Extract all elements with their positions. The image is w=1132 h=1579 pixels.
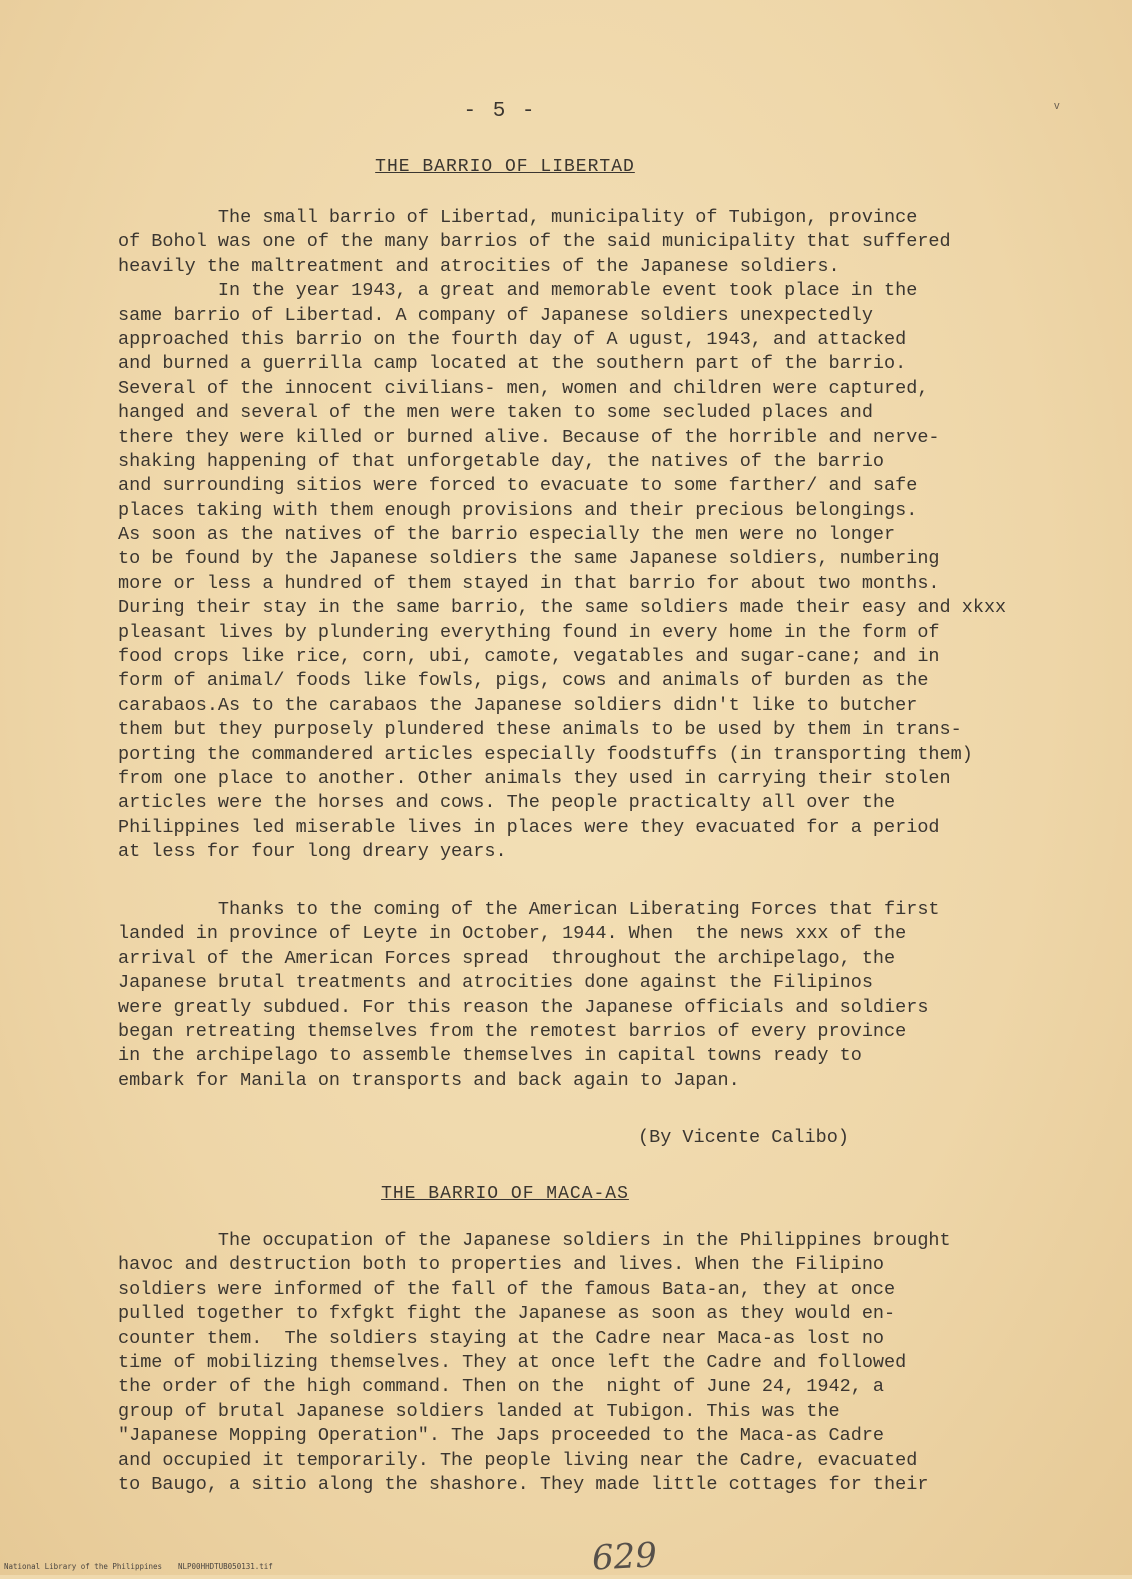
text-line: approached this barrio on the fourth day of A ugust, 1943, and attacked: [118, 328, 907, 350]
text-line: same barrio of Libertad. A company of Japanese soldiers unexpectedly: [118, 304, 873, 326]
paragraph-libertad-2: [118, 898, 1048, 1093]
corner-mark: ᵛ: [1052, 100, 1062, 118]
text-line: counter them. The soldiers staying at the Cadre near Maca-as lost no: [118, 1327, 885, 1349]
text-line: articles were the horses and cows. The people practicalty all over the: [118, 792, 896, 814]
text-line: pleasant lives by plundering everything found in every home in the form of: [118, 621, 940, 643]
paragraph-maca-as-1: [118, 1229, 1048, 1497]
text-line: The occupation of the Japanese soldiers in the Philippines brought: [118, 1230, 951, 1251]
text-line: them but they purposely plundered these animals to be used by them in trans-: [118, 719, 962, 741]
text-line: As soon as the natives of the barrio especially the men were no longer: [118, 524, 896, 546]
text-line: in the archipelago to assemble themselves in capital towns ready to: [118, 1045, 862, 1067]
text-line: In the year 1943, a great and memorable event took place in the: [118, 280, 918, 302]
section-title-libertad: THE BARRIO OF LIBERTAD: [375, 157, 635, 177]
text-line: to be found by the Japanese soldiers the same Japanese soldiers, numbering: [118, 548, 940, 570]
text-line: Philippines led miserable lives in places were they evacuated for a period: [118, 816, 940, 838]
text-line: porting the commandered articles especially foodstuffs (in transporting them): [118, 743, 973, 765]
text-line: landed in province of Leyte in October, 1944. When the news xxx of the: [118, 923, 907, 945]
text-line: form of animal/ foods like fowls, pigs, cows and animals of burden as the: [118, 670, 929, 692]
text-line: and surrounding sitios were forced to evacuate to some farther/ and safe: [118, 475, 918, 497]
text-line: to Baugo, a sitio along the shashore. They made little cottages for their: [118, 1473, 929, 1495]
author-byline: (By Vicente Calibo): [638, 1127, 849, 1148]
section-title-maca-as: THE BARRIO OF MACA-AS: [381, 1184, 629, 1204]
page-number: - 5 -: [463, 100, 537, 123]
handwritten-page-number: 629: [590, 1535, 658, 1579]
text-line: at less for four long dreary years.: [118, 841, 507, 863]
footer-file-id: NLP00HHDTUB050131.tif: [178, 1562, 273, 1571]
paragraph-libertad-1: [118, 206, 1048, 865]
text-line: During their stay in the same barrio, the same soldiers made their easy and xkxx: [118, 597, 1007, 619]
text-line: places taking with them enough provisions and their precious belongings.: [118, 499, 918, 521]
text-line: time of mobilizing themselves. They at once left the Cadre and followed: [118, 1351, 907, 1373]
text-line: there they were killed or burned alive. Because of the horrible and nerve-: [118, 426, 940, 448]
text-line: Several of the innocent civilians- men, women and children were captured,: [118, 377, 929, 399]
text-line: the order of the high command. Then on the night of June 24, 1942, a: [118, 1376, 885, 1398]
text-line: from one place to another. Other animals they used in carrying their stolen: [118, 767, 951, 789]
footer-institution: National Library of the Philippines: [4, 1562, 163, 1571]
text-line: pulled together to fxfgkt fight the Japanese as soon as they would en-: [118, 1303, 896, 1325]
text-line: were greatly subdued. For this reason the Japanese officials and soldiers: [118, 996, 929, 1018]
text-line: and burned a guerrilla camp located at the southern part of the barrio.: [118, 353, 907, 375]
text-line: Japanese brutal treatments and atrocities done against the Filipinos: [118, 972, 873, 994]
text-line: havoc and destruction both to properties and lives. When the Filipino: [118, 1254, 885, 1276]
text-line: began retreating themselves from the remotest barrios of every province: [118, 1020, 907, 1042]
text-line: embark for Manila on transports and back again to Japan.: [118, 1069, 740, 1091]
text-line: more or less a hundred of them stayed in that barrio for about two months.: [118, 572, 940, 594]
text-line: "Japanese Mopping Operation". The Japs proceeded to the Maca-as Cadre: [118, 1425, 885, 1447]
text-line: arrival of the American Forces spread throughout the archipelago, the: [118, 947, 896, 969]
text-line: of Bohol was one of the many barrios of the said municipality that suffered: [118, 231, 951, 253]
text-line: Thanks to the coming of the American Liberating Forces that first: [118, 899, 940, 920]
text-line: carabaos.As to the carabaos the Japanese soldiers didn't like to butcher: [118, 694, 918, 716]
text-line: shaking happening of that unforgetable day, the natives of the barrio: [118, 450, 885, 472]
text-line: hanged and several of the men were taken to some secluded places and: [118, 402, 873, 424]
text-line: heavily the maltreatment and atrocities of the Japanese soldiers.: [118, 255, 840, 277]
text-line: food crops like rice, corn, ubi, camote, vegatables and sugar-cane; and in: [118, 646, 940, 668]
text-line: and occupied it temporarily. The people living near the Cadre, evacuated: [118, 1449, 918, 1471]
text-line: The small barrio of Libertad, municipality of Tubigon, province: [118, 207, 918, 228]
text-line: group of brutal Japanese soldiers landed at Tubigon. This was the: [118, 1400, 840, 1422]
text-line: soldiers were informed of the fall of the famous Bata-an, they at once: [118, 1278, 896, 1300]
